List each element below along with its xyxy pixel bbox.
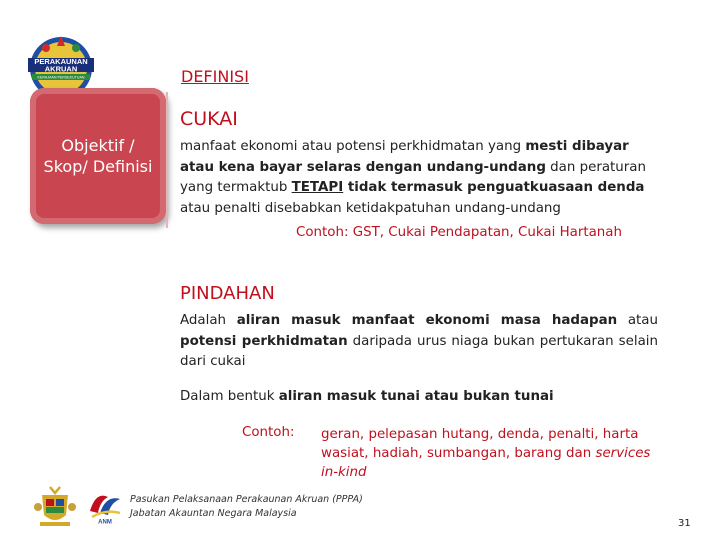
pindahan-text-3: daripada urus niaga bukan pertukaran selain dari cukai (180, 333, 659, 369)
cukai-bold-1: mesti dibayar atau kena bayar selaras dengan undang-undang (180, 139, 629, 175)
svg-text:ANM: ANM (98, 519, 112, 525)
pindahan-p2-text: Dalam bentuk (180, 389, 279, 404)
cukai-contoh-text: : GST, Cukai Pendapatan, Cukai Hartanah (343, 225, 622, 240)
definisi-heading: DEFINISI (181, 67, 249, 86)
cukai-tetapi: TETAPI (291, 180, 344, 195)
pindahan-definition (180, 311, 658, 373)
pindahan-bold-1: aliran masuk manfaat ekonomi masa hadapan (236, 313, 618, 328)
svg-text:PERAKAUNAN: PERAKAUNAN (34, 57, 88, 66)
pindahan-text-2: atau (617, 313, 658, 328)
pindahan-contoh-body: geran, pelepasan hutang, denda, penalti, harta wasiat, hadiah, sumbangan, barang dan (321, 427, 639, 461)
cukai-text-3: atau penalti disebabkan ketidakpatuhan undang-undang (180, 200, 561, 216)
section-label: Objektif / Skop/ Definisi (43, 136, 153, 176)
pindahan-contoh-italic: services in-kind (321, 446, 651, 480)
pindahan-p2-bold: aliran masuk tunai atau bukan tunai (278, 389, 554, 404)
coat-of-arms-icon (34, 485, 76, 529)
pindahan-contoh-text (321, 425, 666, 482)
pindahan-form (180, 387, 658, 408)
cukai-definition (180, 137, 658, 219)
svg-text:AKRUAN: AKRUAN (44, 64, 78, 74)
cukai-text-1: manfaat ekonomi atau potensi perkhidmatan yang (180, 139, 526, 154)
pindahan-heading: PINDAHAN (180, 283, 275, 304)
section-label-box (30, 88, 166, 224)
pindahan-contoh-label: Contoh: (242, 425, 295, 440)
cukai-bold-2: tidak termasuk penguatkuasaan denda (343, 180, 645, 195)
cukai-heading: CUKAI (180, 108, 238, 130)
pindahan-bold-2: potensi perkhidmatan (180, 333, 348, 349)
footer-line-2: Jabatan Akauntan Negara Malaysia (130, 508, 297, 519)
svg-text:KERAJAAN PERSEKUTUAN: KERAJAAN PERSEKUTUAN (37, 75, 85, 80)
divider (166, 92, 168, 228)
pindahan-text-1: Adalah (180, 313, 237, 328)
cukai-text-2: dan peraturan yang termaktub (180, 159, 646, 195)
footer-text (130, 493, 363, 521)
page-number: 31 (678, 518, 691, 529)
footer-line-1: Pasukan Pelaksanaan Perakaunan Akruan (PPPA) (130, 494, 363, 505)
cukai-example (296, 225, 622, 240)
anm-logo-icon (88, 487, 122, 525)
cukai-contoh-label: Contoh (296, 225, 344, 240)
